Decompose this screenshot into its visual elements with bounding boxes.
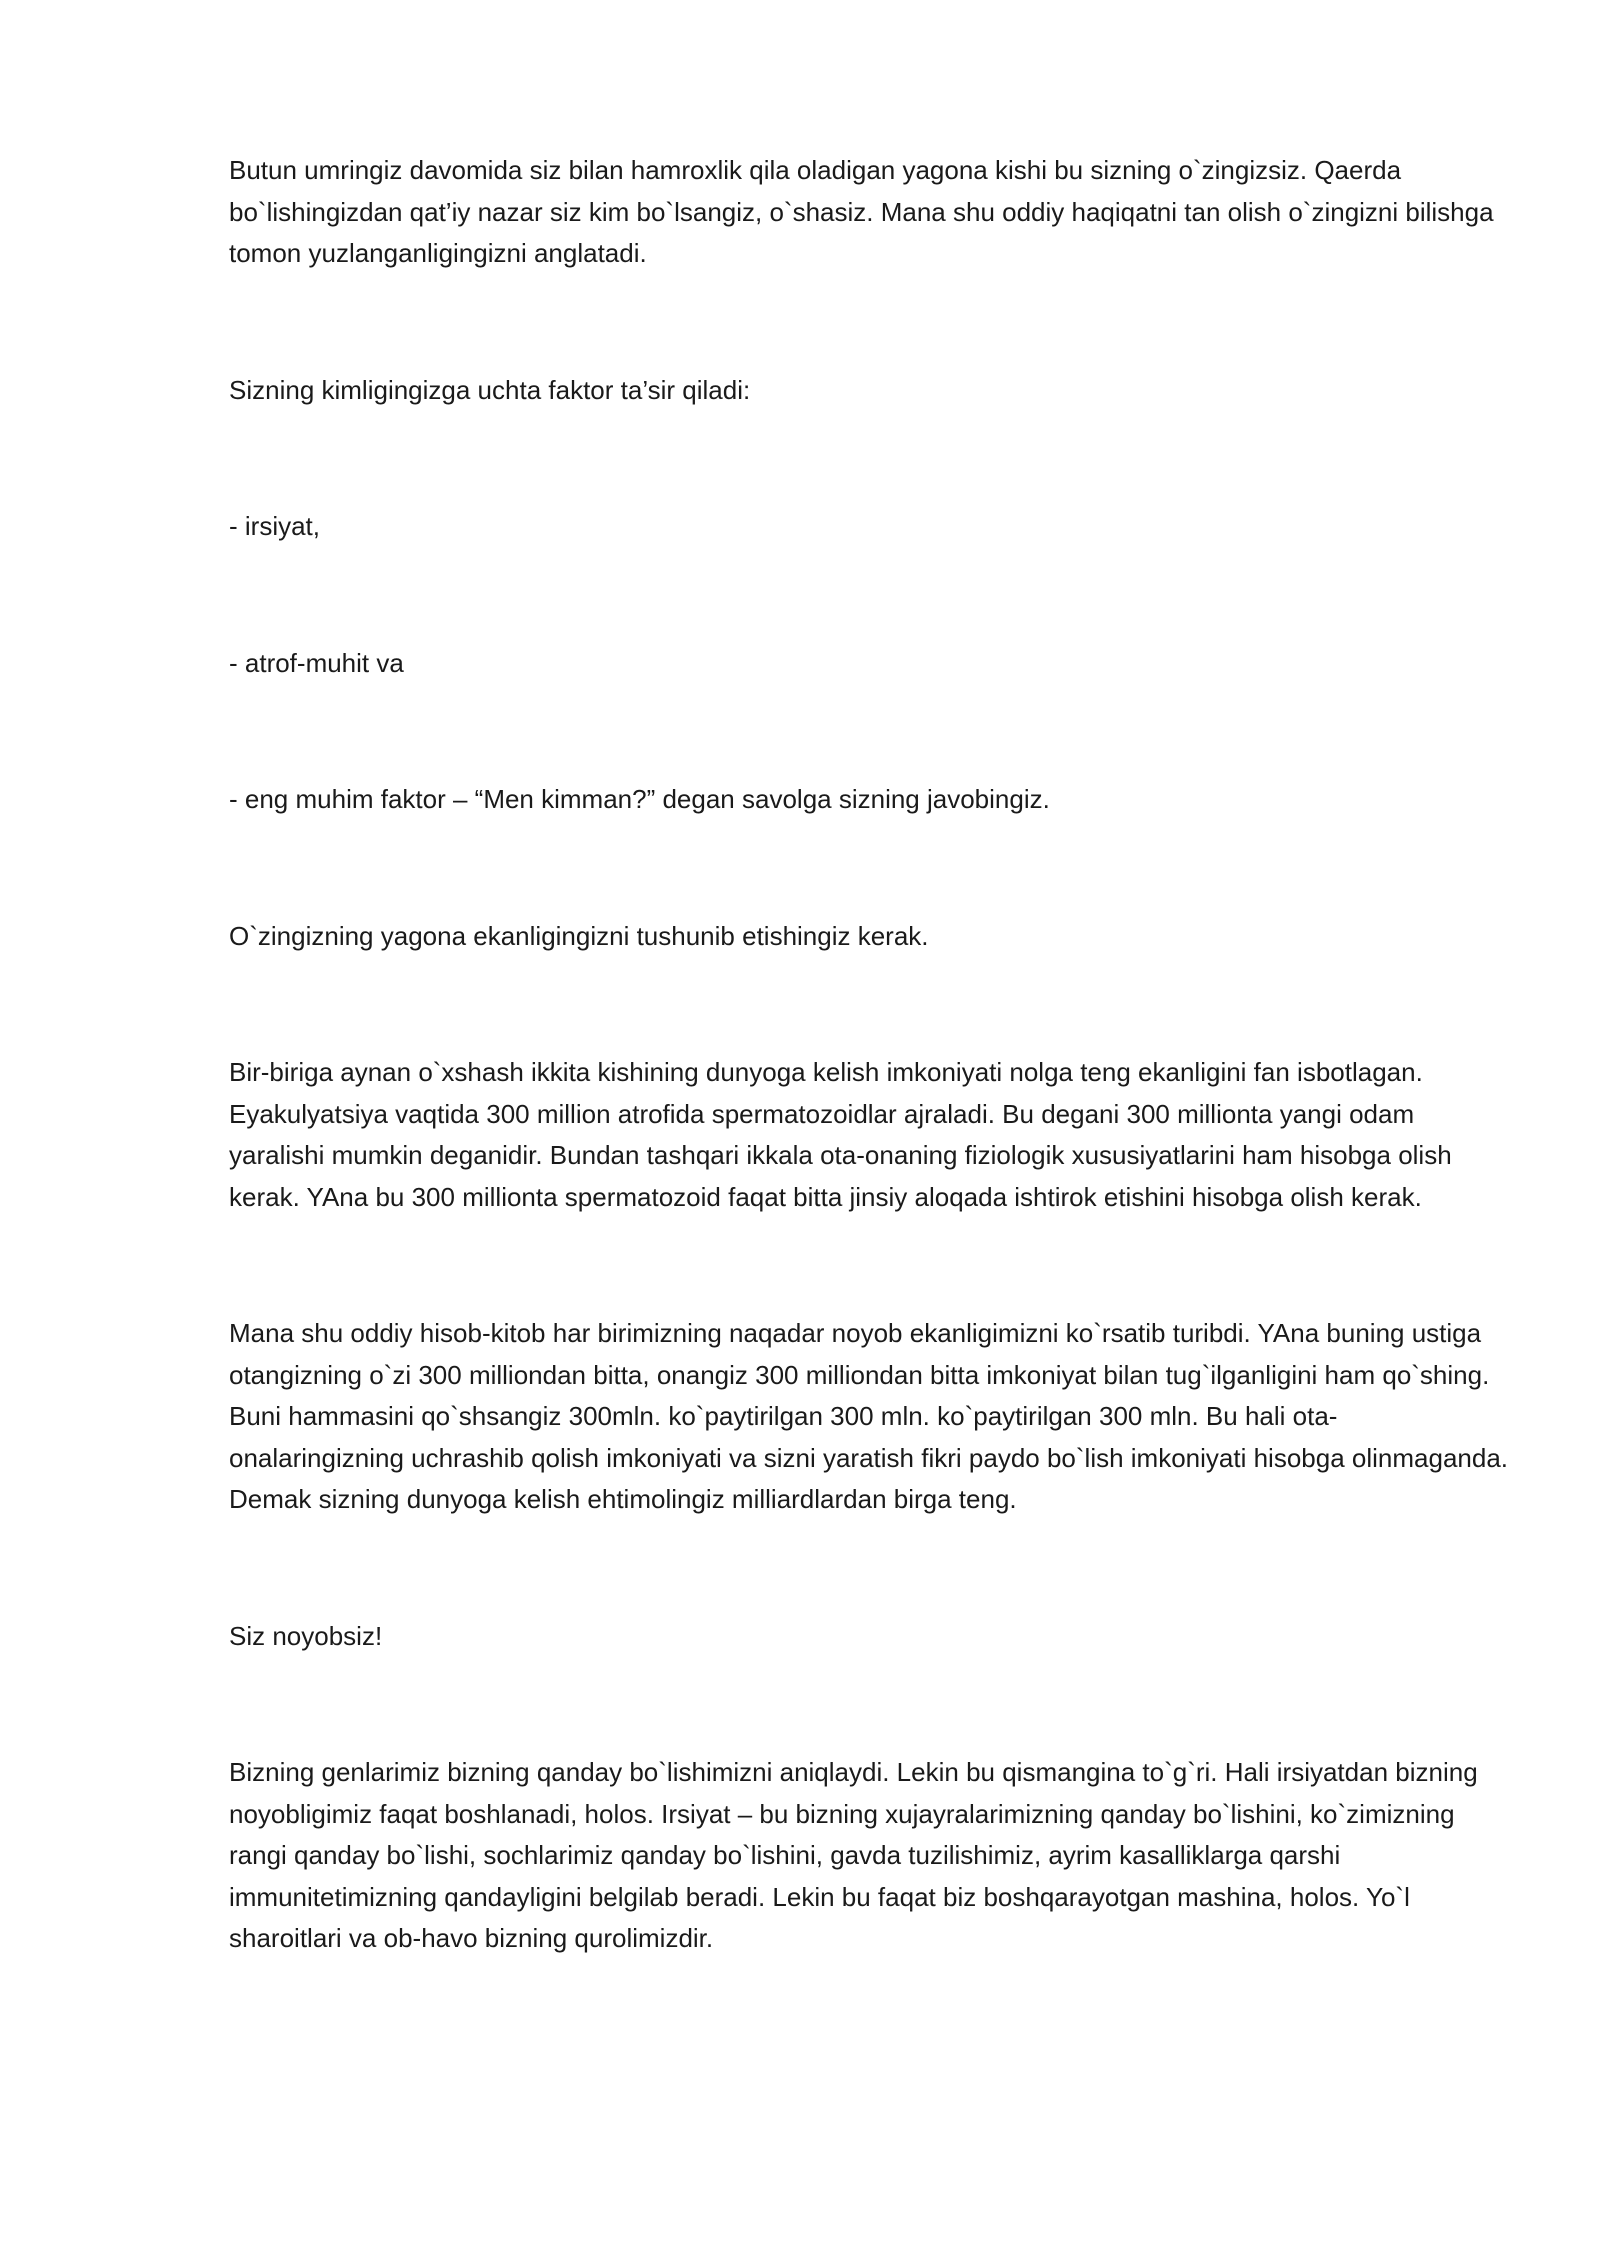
- paragraph-probability: Bir-biriga aynan o`xshash ikkita kishining dunyoga kelish imkoniyati nolga teng ekanligini fan isbotlagan. Eyakulyatsiya vaqtida 300 million atrofida spermatozoidlar ajraladi. Bu degani 300 millionta yangi odam yaralishi mumkin deganidir. Bundan tashqari ikkala ota-onaning fiziologik xususiyatlarini ham hisobga olish kerak. YAna bu 300 millionta spermatozoid faqat bitta jinsiy aloqada ishtirok etishini hisobga olish kerak.: [229, 1057, 1452, 1212]
- list-item-key-factor: - eng muhim faktor – “Men kimman?” degan savolga sizning javobingiz.: [229, 784, 1050, 814]
- list-item-heredity: - irsiyat,: [229, 511, 320, 541]
- paragraph-calculation: Mana shu oddiy hisob-kitob har birimizning naqadar noyob ekanligimizni ko`rsatib turibdi. YAna buning ustiga otangizning o`zi 300 milliondan bitta, onangiz 300 milliondan bitta imkoniyat bilan tug`ilganligini ham qo`shing. Buni hammasini qo`shsangiz 300mln. ko`paytirilgan 300 mln. ko`paytirilgan 300 mln. Bu hali ota-onalaringizning uchrashib qolish imkoniyati va sizni yaratish fikri paydo bo`lish imkoniyati hisobga olinmaganda. Demak sizning dunyoga kelish ehtimolingiz milliardlardan birga teng.: [229, 1318, 1509, 1514]
- document-page: [229, 150, 1509, 1960]
- paragraph-intro: Butun umringiz davomida siz bilan hamroxlik qila oladigan yagona kishi bu sizning o`zingizsiz. Qaerda bo`lishingizdan qat’iy nazar siz kim bo`lsangiz, o`shasiz. Mana shu oddiy haqiqatni tan olish o`zingizni bilishga tomon yuzlanganligingizni anglatadi.: [229, 155, 1494, 268]
- paragraph-genes: Bizning genlarimiz bizning qanday bo`lishimizni aniqlaydi. Lekin bu qismangina to`g`ri. Hali irsiyatdan bizning noyobligimiz faqat boshlanadi, holos. Irsiyat – bu bizning xujayralarimizning qanday bo`lishini, ko`zimizning rangi qanday bo`lishi, sochlarimiz qanday bo`lishini, gavda tuzilishimiz, ayrim kasalliklarga qarshi immunitetimizning qandayligini belgilab beradi. Lekin bu faqat biz boshqarayotgan mashina, holos. Yo`l sharoitlari va ob-havo bizning qurolimizdir.: [229, 1757, 1478, 1953]
- paragraph-factors-heading: Sizning kimligingizga uchta faktor ta’sir qiladi:: [229, 374, 751, 405]
- paragraph-uniqueness: O`zingizning yagona ekanligingizni tushunib etishingiz kerak.: [229, 920, 929, 951]
- list-item-environment: - atrof-muhit va: [229, 647, 404, 678]
- paragraph-you-are-unique: Siz noyobsiz!: [229, 1620, 383, 1651]
